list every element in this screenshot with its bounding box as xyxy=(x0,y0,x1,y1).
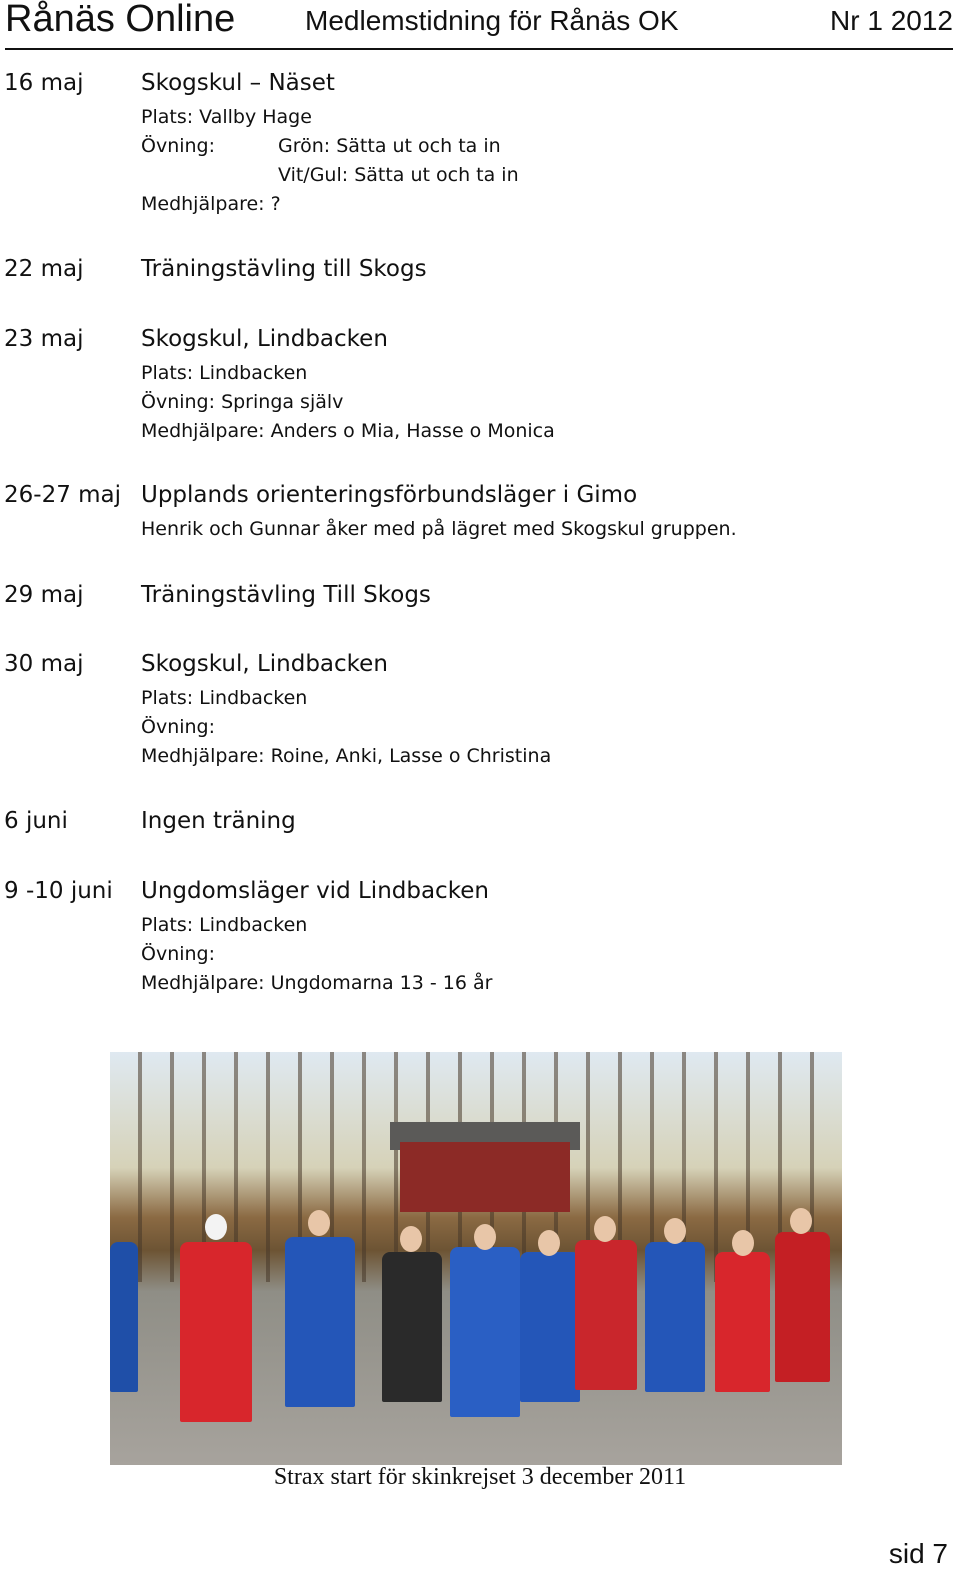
group-photo xyxy=(110,1052,842,1465)
entry-date: 23 maj xyxy=(4,326,84,352)
entry-helpers: Medhjälpare: ? xyxy=(141,193,281,215)
photo-head xyxy=(205,1214,227,1240)
entry-line: Plats: Lindbacken xyxy=(141,362,308,384)
entry-date: 30 maj xyxy=(4,651,84,677)
entry-date: 22 maj xyxy=(4,256,84,282)
entry-line: Medhjälpare: Anders o Mia, Hasse o Monica xyxy=(141,420,555,442)
photo-caption: Strax start för skinkrejset 3 december 2011 xyxy=(273,1464,687,1490)
page-number: sid 7 xyxy=(888,1538,948,1569)
photo-person xyxy=(382,1252,442,1402)
issue-number: Nr 1 2012 xyxy=(830,5,953,36)
entry-line: Övning: Springa själv xyxy=(141,391,344,413)
entry-line: Övning: xyxy=(141,716,216,738)
photo-head xyxy=(400,1226,422,1252)
entry-title: Skogskul, Lindbacken xyxy=(141,326,388,352)
photo-head xyxy=(594,1216,616,1242)
entry-line: Plats: Lindbacken xyxy=(141,687,308,709)
site-title: Rånäs Online xyxy=(5,0,236,40)
photo-person-santa xyxy=(180,1242,252,1422)
ovning-line: Grön: Sätta ut och ta in xyxy=(278,135,501,157)
photo-crowd xyxy=(110,1202,842,1432)
entry-title: Skogskul, Lindbacken xyxy=(141,651,388,677)
page-header xyxy=(5,0,953,50)
entry-title: Ingen träning xyxy=(141,808,296,834)
entry-date: 29 maj xyxy=(4,582,84,608)
photo-person xyxy=(645,1242,705,1392)
entry-line xyxy=(141,135,501,157)
entry-line: Plats: Vallby Hage xyxy=(141,106,312,128)
entry-date: 26-27 maj xyxy=(4,482,122,508)
photo-person xyxy=(520,1252,580,1402)
entry-line: Medhjälpare: Roine, Anki, Lasse o Christina xyxy=(141,745,552,767)
photo-head xyxy=(308,1210,330,1236)
photo-head xyxy=(538,1230,560,1256)
ovning-label: Övning: xyxy=(141,135,216,157)
photo-person xyxy=(450,1247,520,1417)
photo-head xyxy=(474,1224,496,1250)
photo-person xyxy=(575,1240,637,1390)
entry-title: Skogskul – Näset xyxy=(141,70,335,96)
ovning-line: Vit/Gul: Sätta ut och ta in xyxy=(278,164,519,186)
entry-date: 16 maj xyxy=(4,70,84,96)
photo-head xyxy=(664,1218,686,1244)
entry-line: Övning: xyxy=(141,943,216,965)
newsletter-subtitle: Medlemstidning för Rånäs OK xyxy=(305,5,679,36)
entry-line: Medhjälpare: Ungdomarna 13 - 16 år xyxy=(141,972,493,994)
entry-date: 6 juni xyxy=(4,808,68,834)
entry-title: Upplands orienteringsförbundsläger i Gimo xyxy=(141,482,638,508)
photo-head xyxy=(790,1208,812,1234)
photo-head xyxy=(732,1230,754,1256)
photo-person xyxy=(775,1232,830,1382)
entry-title: Träningstävling Till Skogs xyxy=(141,582,431,608)
entry-title: Ungdomsläger vid Lindbacken xyxy=(141,878,489,904)
entry-line: Plats: Lindbacken xyxy=(141,914,308,936)
photo-person xyxy=(715,1252,770,1392)
entry-date: 9 -10 juni xyxy=(4,878,113,904)
entry-line: Henrik och Gunnar åker med på lägret med Skogskul gruppen. xyxy=(141,518,737,540)
photo-person xyxy=(285,1237,355,1407)
photo-person xyxy=(110,1242,138,1392)
entry-title: Träningstävling till Skogs xyxy=(141,256,427,282)
